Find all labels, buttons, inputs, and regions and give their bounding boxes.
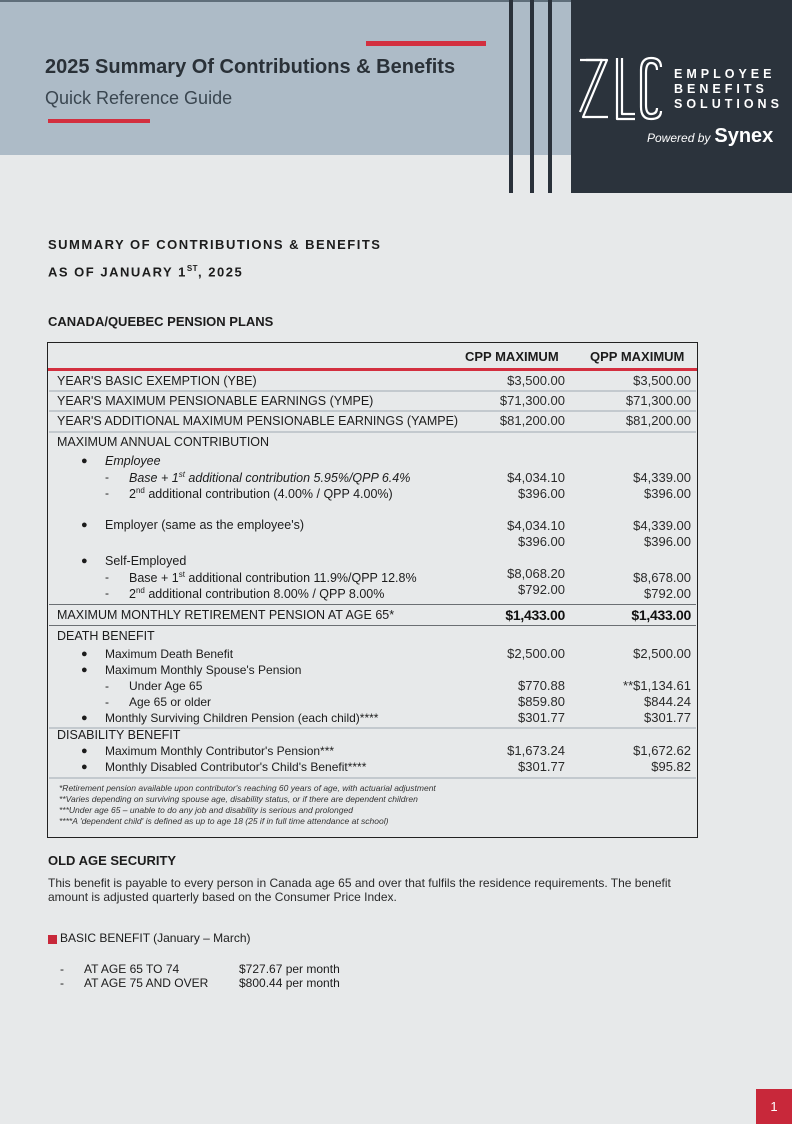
qpp-emp-base: $4,339.00	[633, 470, 691, 485]
footnote: ***Under age 65 – unable to do any job and disability is serious and prolonged	[59, 805, 353, 815]
row-label-ybe: YEAR'S BASIC EXEMPTION (YBE)	[57, 374, 257, 388]
cpp-mmrp: $1,433.00	[505, 607, 565, 623]
label-under65: Under Age 65	[129, 679, 203, 693]
label-emp-base	[129, 470, 410, 485]
accent-rule-top	[366, 41, 486, 46]
text: 2	[129, 587, 136, 602]
decor-bar	[509, 0, 513, 193]
qpp-mmrp: $1,433.00	[631, 607, 691, 623]
cpp-over65: $859.80	[518, 694, 565, 709]
bullet: ●	[81, 745, 88, 757]
sup: st	[178, 470, 185, 479]
qpp-children: $301.77	[644, 710, 691, 725]
document-subtitle: Quick Reference Guide	[45, 88, 233, 108]
summary-date-pre: AS OF JANUARY 1	[48, 264, 187, 280]
dash: -	[105, 679, 109, 693]
cpp-children: $301.77	[518, 710, 565, 725]
logo-word: SOLUTIONS	[674, 97, 783, 111]
oas-heading: OLD AGE SECURITY	[48, 853, 177, 868]
row-label-yampe: YEAR'S ADDITIONAL MAXIMUM PENSIONABLE EARNINGS (YAMPE)	[57, 414, 459, 428]
logo-wordmark	[674, 67, 783, 112]
text: 2	[129, 487, 136, 502]
dash: -	[60, 962, 64, 976]
pension-table	[47, 342, 698, 838]
sup: nd	[135, 586, 145, 595]
dash: -	[60, 976, 64, 990]
summary-line: SUMMARY OF CONTRIBUTIONS & BENEFITS	[48, 237, 382, 252]
label-over65: Age 65 or older	[129, 695, 212, 709]
qpp-emp-2nd: $396.00	[644, 486, 691, 501]
label-self-employed: Self-Employed	[105, 554, 187, 568]
bullet: ●	[81, 555, 88, 567]
text: Base + 1	[129, 571, 179, 586]
bullet: ●	[81, 712, 88, 724]
row-label-ympe: YEAR'S MAXIMUM PENSIONABLE EARNINGS (YMPE)	[57, 394, 374, 408]
row-divider	[49, 390, 696, 392]
cpp-contributor-pension: $1,673.24	[507, 743, 565, 758]
bullet: ●	[81, 664, 88, 676]
label-max-death: Maximum Death Benefit	[105, 647, 234, 661]
qpp-employer-1: $4,339.00	[633, 518, 691, 533]
section-label-disability: DISABILITY BENEFIT	[57, 728, 181, 742]
row-divider	[49, 604, 696, 605]
cpp-emp-base: $4,034.10	[507, 470, 565, 485]
cpp-yampe: $81,200.00	[499, 413, 565, 428]
cpp-max-death: $2,500.00	[507, 646, 565, 661]
bullet: ●	[81, 455, 88, 467]
document-title: 2025 Summary Of Contributions & Benefits	[45, 56, 456, 78]
qpp-contributor-pension: $1,672.62	[633, 743, 691, 758]
label-employer: Employer (same as the employee's)	[105, 518, 304, 532]
cpp-disabled-child: $301.77	[518, 759, 565, 774]
label-children-pension: Monthly Surviving Children Pension (each child)****	[105, 711, 379, 725]
bullet: ●	[81, 761, 88, 773]
red-square-bullet	[48, 935, 57, 944]
oas-row-label: AT AGE 65 TO 74	[84, 962, 180, 976]
oas-basic-benefit: BASIC BENEFIT (January – March)	[60, 931, 251, 945]
label-employee: Employee	[105, 454, 161, 468]
qpp-yampe: $81,200.00	[625, 413, 691, 428]
label-self-base	[129, 570, 417, 585]
pension-heading: CANADA/QUEBEC PENSION PLANS	[48, 314, 274, 329]
text: additional contribution 11.9%/QPP 12.8%	[184, 571, 417, 586]
powered-by-label: Powered by	[647, 131, 711, 145]
dash: -	[105, 486, 109, 500]
accent-rule-bottom	[48, 119, 150, 123]
cpp-ybe: $3,500.00	[507, 373, 565, 388]
cpp-self-2nd: $792.00	[518, 582, 565, 597]
qpp-self-2nd: $792.00	[644, 586, 691, 601]
label-emp-2nd	[129, 486, 393, 501]
dash: -	[105, 695, 109, 709]
summary-date-sup: ST	[186, 264, 199, 273]
qpp-ybe: $3,500.00	[633, 373, 691, 388]
text: additional contribution (4.00% / QPP 4.00%)	[144, 487, 393, 502]
qpp-ympe: $71,300.00	[625, 393, 691, 408]
section-label-mac: MAXIMUM ANNUAL CONTRIBUTION	[57, 435, 270, 449]
row-divider	[49, 431, 696, 433]
oas-row-value: $800.44 per month	[239, 976, 340, 990]
dash: -	[105, 570, 109, 584]
footnote: ****A 'dependent child' is defined as up to age 18 (25 if in full time attendance at school)	[59, 816, 389, 826]
qpp-disabled-child: $95.82	[651, 759, 691, 774]
brand-name: Synex	[714, 125, 774, 147]
section-label-death: DEATH BENEFIT	[57, 629, 155, 643]
summary-date-post: , 2025	[198, 264, 244, 280]
sup: st	[178, 570, 185, 579]
row-label-mmrp: MAXIMUM MONTHLY RETIREMENT PENSION AT AGE 65*	[57, 608, 395, 622]
dash: -	[105, 586, 109, 600]
decor-bar	[548, 0, 552, 193]
logo-word: BENEFITS	[674, 82, 768, 96]
bullet: ●	[81, 519, 88, 531]
label-spouse-pension: Maximum Monthly Spouse's Pension	[105, 663, 302, 677]
cpp-self-base: $8,068.20	[507, 566, 565, 581]
powered-by	[647, 125, 773, 148]
oas-description: This benefit is payable to every person in Canada age 65 and over that fulfils the residence requirements. The benefit amount is adjusted quarterly based on the Consumer Price Index.	[48, 876, 671, 904]
text: additional contribution 5.95%/QPP 6.4%	[184, 471, 411, 486]
qpp-self-base: $8,678.00	[633, 570, 691, 585]
row-divider	[49, 625, 696, 626]
oas-row-value: $727.67 per month	[239, 962, 340, 976]
bullet: ●	[81, 648, 88, 660]
col-header-cpp: CPP MAXIMUM	[465, 349, 559, 364]
label-disabled-child: Monthly Disabled Contributor's Child's Benefit****	[105, 760, 367, 774]
footnote: **Varies depending on surviving spouse age, disability status, or if there are dependent children	[59, 794, 418, 804]
cpp-employer-1: $4,034.10	[507, 518, 565, 533]
oas-row-label: AT AGE 75 AND OVER	[84, 976, 209, 990]
qpp-employer-2: $396.00	[644, 534, 691, 549]
row-divider	[49, 777, 696, 779]
summary-heading	[48, 233, 381, 284]
text: Base + 1	[129, 471, 179, 486]
qpp-over65: $844.24	[644, 694, 691, 709]
qpp-max-death: $2,500.00	[633, 646, 691, 661]
col-header-qpp: QPP MAXIMUM	[590, 349, 685, 364]
header-rule	[48, 368, 697, 371]
logo-word: EMPLOYEE	[674, 67, 776, 81]
text: additional contribution 8.00% / QPP 8.00%	[144, 587, 385, 602]
dash: -	[105, 470, 109, 484]
cpp-ympe: $71,300.00	[499, 393, 565, 408]
cpp-employer-2: $396.00	[518, 534, 565, 549]
summary-date	[48, 257, 381, 284]
zlc-logo	[577, 55, 663, 123]
cpp-emp-2nd: $396.00	[518, 486, 565, 501]
cpp-under65: $770.88	[518, 678, 565, 693]
page-number: 1	[756, 1089, 792, 1124]
qpp-under65: **$1,134.61	[623, 678, 691, 693]
row-divider	[49, 410, 696, 412]
sup: nd	[135, 486, 145, 495]
label-contributor-pension: Maximum Monthly Contributor's Pension***	[105, 744, 335, 758]
decor-bar	[530, 0, 534, 193]
label-self-2nd	[129, 586, 384, 601]
footnote: *Retirement pension available upon contributor's reaching 60 years of age, with actuarial adjustment	[59, 783, 436, 793]
